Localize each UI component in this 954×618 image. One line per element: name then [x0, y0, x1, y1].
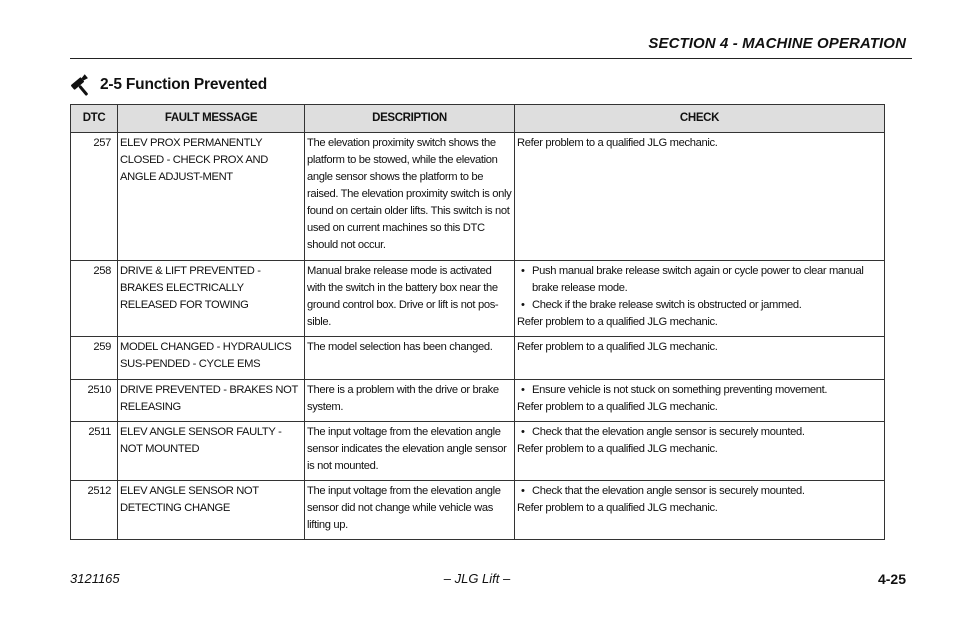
dtc-table: [70, 104, 885, 540]
fault-message: DRIVE & LIFT PREVENTED - BRAKES ELECTRICALLY RELEASED FOR TOWING: [118, 261, 305, 337]
check-list: [517, 263, 882, 314]
description: The input voltage from the elevation angle sensor indicates the elevation angle sensor is not mounted.: [305, 422, 515, 481]
dtc-code: 259: [71, 337, 118, 380]
column-header-check: CHECK: [515, 105, 885, 133]
column-header-dtc: DTC: [71, 105, 118, 133]
table-header-row: [71, 105, 885, 133]
check-bullet: • Check that the elevation angle sensor is securely mounted.: [517, 424, 882, 441]
dtc-code: 2512: [71, 481, 118, 540]
dtc-code: 2510: [71, 380, 118, 422]
description: There is a problem with the drive or brake system.: [305, 380, 515, 422]
table-row: [71, 261, 885, 337]
check-bullet: • Check that the elevation angle sensor is securely mounted.: [517, 483, 882, 500]
page-number: 4-25: [877, 571, 906, 587]
check-bullet: • Push manual brake release switch again or cycle power to clear manual brake release mode.: [517, 263, 882, 297]
dtc-code: 258: [71, 261, 118, 337]
header-rule: [70, 58, 912, 59]
table-row: [71, 337, 885, 380]
fault-message: ELEV ANGLE SENSOR NOT DETECTING CHANGE: [118, 481, 305, 540]
check: [515, 481, 885, 540]
table-row: [71, 133, 885, 261]
check-bullet: • Ensure vehicle is not stuck on something preventing movement.: [517, 382, 882, 399]
check: [515, 337, 885, 380]
fault-message: MODEL CHANGED - HYDRAULICS SUS-PENDED - CYCLE EMS: [118, 337, 305, 380]
description: The input voltage from the elevation angle sensor did not change while vehicle was lifting up.: [305, 481, 515, 540]
fault-message: ELEV ANGLE SENSOR FAULTY - NOT MOUNTED: [118, 422, 305, 481]
check: [515, 133, 885, 261]
table-row: [71, 380, 885, 422]
fault-message: DRIVE PREVENTED - BRAKES NOT RELEASING: [118, 380, 305, 422]
check: [515, 380, 885, 422]
check: [515, 422, 885, 481]
fault-message: ELEV PROX PERMANENTLY CLOSED - CHECK PROX AND ANGLE ADJUST-MENT: [118, 133, 305, 261]
table-row: [71, 422, 885, 481]
check-note: Refer problem to a qualified JLG mechanic.: [517, 443, 718, 455]
column-header-description: DESCRIPTION: [305, 105, 515, 133]
check-note: Refer problem to a qualified JLG mechanic.: [517, 137, 718, 149]
check-note: Refer problem to a qualified JLG mechanic.: [517, 316, 718, 328]
dtc-code: 2511: [71, 422, 118, 481]
table-row: [71, 481, 885, 540]
dtc-code: 257: [71, 133, 118, 261]
column-header-fault-message: FAULT MESSAGE: [118, 105, 305, 133]
check-list: [517, 424, 882, 441]
check-list: [517, 382, 882, 399]
doc-number: 3121165: [70, 571, 120, 586]
check: [515, 261, 885, 337]
check-note: Refer problem to a qualified JLG mechanic.: [517, 401, 718, 413]
page-title: [70, 72, 267, 98]
section-header: SECTION 4 - MACHINE OPERATION: [648, 35, 906, 52]
check-list: [517, 483, 882, 500]
description: The model selection has been changed.: [305, 337, 515, 380]
description: Manual brake release mode is activated with the switch in the battery box near the ground control box. Drive or lift is not pos-sible.: [305, 261, 515, 337]
hammer-icon: [70, 73, 94, 97]
description: The elevation proximity switch shows the platform to be stowed, while the elevation angle sensor shows the platform to be raised. The elevation proximity switch is only found on certain older lifts. This switch is not used on current machines so this DTC should not occur.: [305, 133, 515, 261]
page-title-text: 2-5 Function Prevented: [100, 76, 267, 93]
footer-brand: – JLG Lift –: [443, 571, 511, 586]
check-note: Refer problem to a qualified JLG mechanic.: [517, 502, 718, 514]
check-note: Refer problem to a qualified JLG mechanic.: [517, 341, 718, 353]
check-bullet: • Check if the brake release switch is obstructed or jammed.: [517, 297, 882, 314]
